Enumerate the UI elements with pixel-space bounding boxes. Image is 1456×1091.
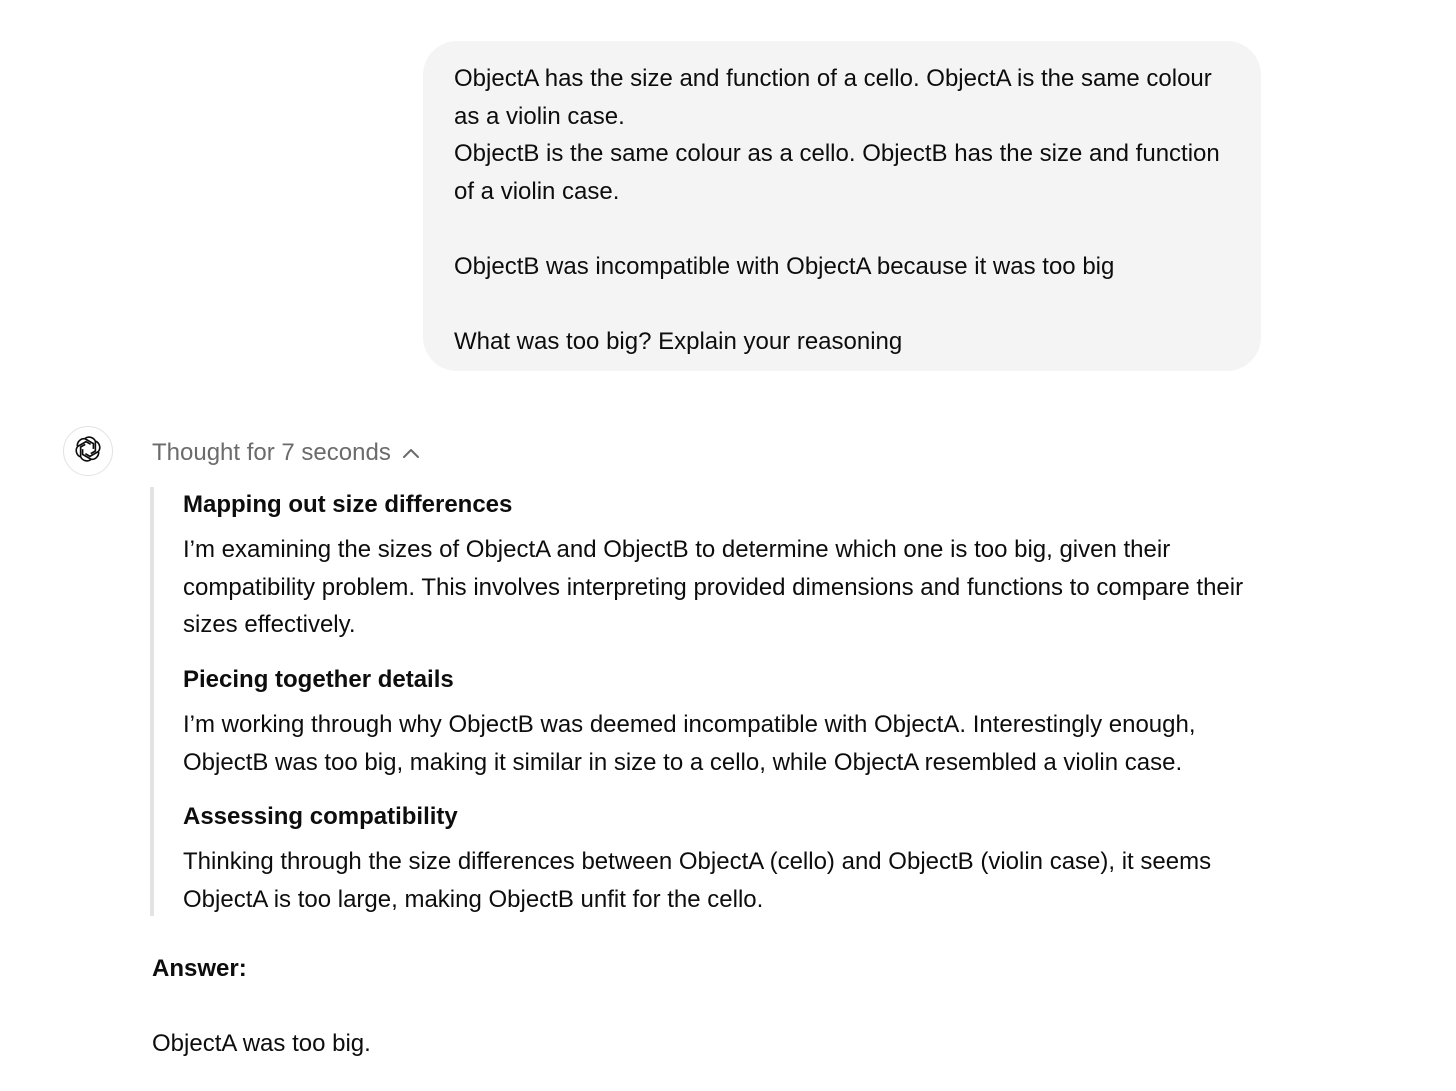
assistant-avatar [63,426,113,476]
user-message-bubble [423,41,1261,371]
thought-toggle-button[interactable] [152,434,421,472]
chevron-up-icon [401,446,421,460]
thought-step-title: Piecing together details [183,666,454,693]
thought-step-body: Thinking through the size differences between ObjectA (cello) and ObjectB (violin case), it seems ObjectA is too large, making ObjectB unfit for the cello. [183,848,1212,913]
thought-step [183,799,1273,918]
answer-text: ObjectA was too big. [152,1030,371,1057]
thought-step-title: Mapping out size differences [183,491,513,518]
thought-step [183,662,1273,781]
thought-step-body: I’m working through why ObjectB was deemed incompatible with ObjectA. Interestingly enough, ObjectB was too big, making it similar in size to a cello, while ObjectA resembled a violin case. [183,711,1196,776]
user-message-line: ObjectA has the size and function of a cello. ObjectA is the same colour as a violin case. [454,65,1212,130]
user-message-line: What was too big? Explain your reasoning [454,327,903,355]
user-message-line: ObjectB was incompatible with ObjectA because it was too big [454,252,1115,280]
user-message-line: ObjectB is the same colour as a cello. ObjectB has the size and function of a violin case. [454,140,1220,205]
thought-steps-panel [150,487,1270,916]
thought-step [183,487,1273,644]
answer-label: Answer: [152,955,247,982]
thought-step-title: Assessing compatibility [183,803,458,830]
thought-step-body: I’m examining the sizes of ObjectA and ObjectB to determine which one is too big, given their compatibility problem. This involves interpreting provided dimensions and functions to compare their sizes effectively. [183,536,1244,638]
thought-toggle-label: Thought for 7 seconds [152,439,391,466]
openai-logo-icon [73,434,103,469]
